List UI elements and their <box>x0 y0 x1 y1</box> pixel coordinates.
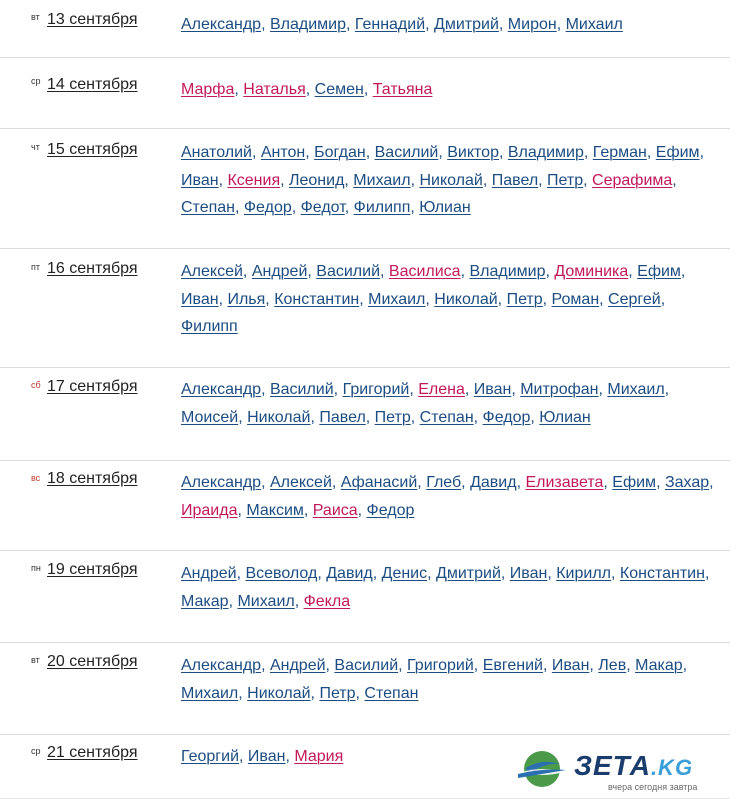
name-link[interactable]: Григорий <box>407 657 474 674</box>
name-separator: , <box>498 16 508 33</box>
name-separator: , <box>611 565 620 582</box>
name-link[interactable]: Владимир <box>507 144 584 161</box>
day-row <box>0 642 730 735</box>
name-list <box>181 139 714 222</box>
name-separator: , <box>589 657 599 674</box>
name-link[interactable]: Серафима <box>592 171 673 189</box>
name-link[interactable]: Михаил <box>565 16 623 33</box>
name-link[interactable]: Елизавета <box>525 474 604 491</box>
name-link[interactable]: Макар <box>181 592 229 610</box>
name-separator: , <box>345 16 355 33</box>
name-list <box>181 11 714 39</box>
day-of-week: вт <box>31 655 40 665</box>
name-link[interactable]: Георгий <box>181 748 239 765</box>
name-list <box>181 258 714 341</box>
name-link[interactable]: Василий <box>374 144 439 161</box>
day-row <box>0 367 730 461</box>
name-link[interactable]: Филипп <box>353 199 411 216</box>
name-separator: , <box>680 263 686 280</box>
name-separator: , <box>357 501 367 519</box>
name-link[interactable]: Антон <box>260 144 306 161</box>
name-link[interactable]: Степан <box>181 199 235 216</box>
day-of-week: вс <box>31 473 41 483</box>
name-link[interactable]: Константин <box>274 290 360 308</box>
name-link[interactable]: Иван <box>551 657 590 674</box>
name-separator: , <box>660 290 666 308</box>
name-link[interactable]: Петр <box>374 408 411 426</box>
name-link[interactable]: Ксения <box>227 171 281 189</box>
name-separator: , <box>656 474 665 491</box>
name-separator: , <box>280 171 289 189</box>
name-separator: , <box>425 16 435 33</box>
name-separator: , <box>307 263 317 280</box>
name-link[interactable]: Василий <box>316 263 380 280</box>
name-separator: , <box>239 748 248 765</box>
name-link[interactable]: Михаил <box>353 171 411 189</box>
date-link[interactable]: 19 сентября <box>47 561 138 578</box>
watermark-logo <box>516 746 730 794</box>
name-separator: , <box>237 501 247 519</box>
day-of-week: чт <box>31 142 40 152</box>
name-separator: , <box>672 171 677 189</box>
name-link[interactable]: Михаил <box>181 684 239 702</box>
name-link[interactable]: Алексей <box>269 474 332 491</box>
name-link[interactable]: Марфа <box>181 81 235 98</box>
name-link[interactable]: Василий <box>269 381 334 398</box>
day-row <box>0 550 730 643</box>
name-link[interactable]: Евгений <box>482 657 543 674</box>
name-separator: , <box>417 474 427 491</box>
name-link[interactable]: Кирилл <box>556 565 611 582</box>
name-separator: , <box>542 657 552 674</box>
name-separator: , <box>372 565 382 582</box>
day-of-week: вт <box>31 12 40 22</box>
name-link[interactable]: Александр <box>181 381 262 398</box>
name-link[interactable]: Михаил <box>237 592 295 610</box>
name-separator: , <box>333 381 343 398</box>
name-link[interactable]: Дмитрий <box>434 16 499 33</box>
name-link[interactable]: Григорий <box>342 381 410 398</box>
name-separator: , <box>542 290 552 308</box>
name-separator: , <box>261 381 270 398</box>
name-link[interactable]: Петр <box>506 290 543 308</box>
name-link[interactable]: Николай <box>247 684 311 702</box>
name-separator: , <box>425 290 435 308</box>
day-row <box>0 460 730 551</box>
name-link[interactable]: Анатолий <box>181 144 252 161</box>
name-link[interactable]: Мирон <box>507 16 557 33</box>
name-separator: , <box>664 381 670 398</box>
name-separator: , <box>310 684 320 702</box>
name-separator: , <box>410 199 420 216</box>
name-separator: , <box>344 199 354 216</box>
name-separator: , <box>317 565 327 582</box>
name-separator: , <box>291 199 301 216</box>
name-separator: , <box>344 171 354 189</box>
name-separator: , <box>261 474 270 491</box>
name-link[interactable]: Максим <box>246 501 304 519</box>
day-of-week: ср <box>31 76 41 86</box>
name-separator: , <box>511 381 521 398</box>
name-link[interactable]: Захар <box>664 474 710 491</box>
name-link[interactable]: Фекла <box>303 592 351 610</box>
globe-icon <box>516 748 568 790</box>
name-list <box>181 76 714 104</box>
name-link[interactable]: Степан <box>419 408 474 426</box>
name-separator: , <box>583 171 593 189</box>
name-link[interactable]: Елена <box>418 381 465 398</box>
date-link[interactable]: 15 сентября <box>47 141 138 158</box>
name-separator: , <box>461 474 471 491</box>
name-separator: , <box>409 381 419 398</box>
name-link[interactable]: Сергей <box>608 290 661 308</box>
name-separator: , <box>530 408 540 426</box>
name-separator: , <box>238 684 248 702</box>
day-of-week: ср <box>31 746 41 756</box>
name-separator: , <box>682 657 688 674</box>
name-separator: , <box>234 81 244 98</box>
watermark-title: ЗЕТА.KG <box>574 750 694 781</box>
day-row <box>0 0 730 58</box>
name-separator: , <box>699 144 705 161</box>
name-link[interactable]: Лев <box>598 657 627 674</box>
name-link[interactable]: Наталья <box>243 81 306 98</box>
name-separator: , <box>365 408 375 426</box>
name-separator: , <box>235 199 244 216</box>
name-separator: , <box>251 144 261 161</box>
name-link[interactable]: Доминика <box>554 263 629 280</box>
name-link[interactable]: Раиса <box>312 501 358 519</box>
name-link[interactable]: Александр <box>181 657 262 674</box>
name-separator: , <box>547 565 557 582</box>
name-list <box>181 652 714 707</box>
name-link[interactable]: Николай <box>434 290 498 308</box>
name-separator: , <box>599 290 609 308</box>
day-of-week: сб <box>31 380 41 390</box>
name-link[interactable]: Ираида <box>181 501 238 519</box>
name-link[interactable]: Моисей <box>181 408 239 426</box>
name-link[interactable]: Юлиан <box>539 408 591 426</box>
name-separator: , <box>261 16 270 33</box>
name-link[interactable]: Глеб <box>426 474 462 491</box>
name-separator: , <box>218 171 228 189</box>
name-link[interactable]: Владимир <box>469 263 546 280</box>
name-link[interactable]: Федор <box>243 199 292 216</box>
name-separator: , <box>410 408 420 426</box>
name-link[interactable]: Владимир <box>269 16 346 33</box>
name-link[interactable]: Андрей <box>181 565 237 582</box>
name-separator: , <box>545 263 555 280</box>
name-link[interactable]: Дмитрий <box>436 565 501 582</box>
name-separator: , <box>626 657 636 674</box>
name-link[interactable]: Михаил <box>368 290 426 308</box>
name-link[interactable]: Михаил <box>607 381 665 398</box>
name-link[interactable]: Федор <box>366 501 415 519</box>
date-link[interactable]: 17 сентября <box>47 378 138 395</box>
name-link[interactable]: Андрей <box>251 263 308 280</box>
name-separator: , <box>498 144 508 161</box>
name-link[interactable]: Ефим <box>655 144 700 161</box>
name-link[interactable]: Давид <box>470 474 517 491</box>
name-separator: , <box>603 474 613 491</box>
name-list <box>181 469 714 524</box>
name-separator: , <box>218 290 228 308</box>
name-link[interactable]: Татьяна <box>372 81 433 98</box>
name-link[interactable]: Василий <box>334 657 399 674</box>
name-separator: , <box>285 748 295 765</box>
name-link[interactable]: Давид <box>326 565 373 582</box>
date-link[interactable]: 18 сентября <box>47 470 138 487</box>
name-separator: , <box>355 684 365 702</box>
name-link[interactable]: Иван <box>509 565 548 582</box>
name-separator: , <box>305 144 315 161</box>
name-link[interactable]: Александр <box>181 474 262 491</box>
name-link[interactable]: Федор <box>482 408 531 426</box>
name-list <box>181 560 714 615</box>
name-link[interactable]: Степан <box>364 684 419 702</box>
name-separator: , <box>709 474 714 491</box>
date-link[interactable]: 13 сентября <box>47 11 138 28</box>
name-link[interactable]: Леонид <box>289 171 345 189</box>
name-separator: , <box>294 592 304 610</box>
name-separator: , <box>500 565 510 582</box>
name-link[interactable]: Константин <box>619 565 705 582</box>
name-link[interactable]: Иван <box>247 748 286 765</box>
name-link[interactable]: Геннадий <box>354 16 426 33</box>
name-link[interactable]: Ефим <box>637 263 681 280</box>
name-separator: , <box>482 171 492 189</box>
name-separator: , <box>497 290 507 308</box>
name-link[interactable]: Иван <box>181 290 219 308</box>
name-separator: , <box>704 565 710 582</box>
name-separator: , <box>598 381 608 398</box>
watermark-domain: .KG <box>650 755 694 780</box>
name-link[interactable]: Иван <box>181 171 219 189</box>
watermark-tagline: вчера сегодня завтра <box>608 782 698 792</box>
name-separator: , <box>325 657 335 674</box>
name-separator: , <box>427 565 437 582</box>
name-separator: , <box>473 657 483 674</box>
day-row <box>0 128 730 249</box>
name-link[interactable]: Федот <box>300 199 345 216</box>
name-link[interactable]: Афанасий <box>340 474 418 491</box>
name-separator: , <box>238 408 248 426</box>
name-link[interactable]: Мария <box>294 748 344 765</box>
name-link[interactable]: Семен <box>314 81 364 98</box>
name-link[interactable]: Всеволод <box>245 565 318 582</box>
name-separator: , <box>363 81 373 98</box>
date-link[interactable]: 14 сентября <box>47 76 138 93</box>
name-separator: , <box>538 171 548 189</box>
name-separator: , <box>261 657 270 674</box>
name-link[interactable]: Филипп <box>181 318 238 335</box>
name-separator: , <box>438 144 448 161</box>
name-link[interactable]: Павел <box>491 171 539 189</box>
name-separator: , <box>359 290 369 308</box>
name-link[interactable]: Андрей <box>269 657 326 674</box>
name-link[interactable]: Илья <box>227 290 266 308</box>
name-link[interactable]: Виктор <box>447 144 499 161</box>
name-link[interactable]: Ефим <box>612 474 657 491</box>
name-separator: , <box>516 474 526 491</box>
date-link[interactable]: 20 сентября <box>47 653 138 670</box>
name-separator: , <box>380 263 389 280</box>
name-separator: , <box>242 263 252 280</box>
name-separator: , <box>410 171 420 189</box>
name-separator: , <box>236 565 246 582</box>
name-separator: , <box>265 290 275 308</box>
name-link[interactable]: Макар <box>635 657 683 674</box>
name-link[interactable]: Алексей <box>181 263 243 280</box>
name-separator: , <box>556 16 566 33</box>
name-link[interactable]: Юлиан <box>419 199 471 216</box>
name-link[interactable]: Роман <box>551 290 600 308</box>
date-link[interactable]: 16 сентября <box>47 260 138 277</box>
day-of-week: пн <box>31 563 41 573</box>
name-separator: , <box>628 263 638 280</box>
name-separator: , <box>305 81 315 98</box>
day-row <box>0 57 730 129</box>
name-link[interactable]: Герман <box>592 144 647 161</box>
name-link[interactable]: Денис <box>381 565 428 582</box>
name-link[interactable]: Николай <box>419 171 483 189</box>
name-separator: , <box>460 263 470 280</box>
name-link[interactable]: Николай <box>247 408 311 426</box>
name-list <box>181 376 714 431</box>
name-link[interactable]: Иван <box>473 381 512 398</box>
name-link[interactable]: Василиса <box>388 263 461 280</box>
name-separator: , <box>365 144 375 161</box>
name-separator: , <box>646 144 656 161</box>
name-link[interactable]: Петр <box>547 171 584 189</box>
name-link[interactable]: Митрофан <box>520 381 599 398</box>
name-link[interactable]: Александр <box>181 16 262 33</box>
day-of-week: пт <box>31 262 40 272</box>
date-link[interactable]: 21 сентября <box>47 744 138 761</box>
name-separator: , <box>473 408 483 426</box>
name-separator: , <box>331 474 341 491</box>
name-link[interactable]: Богдан <box>314 144 366 161</box>
name-separator: , <box>310 408 320 426</box>
name-link[interactable]: Петр <box>319 684 356 702</box>
name-separator: , <box>303 501 313 519</box>
name-separator: , <box>583 144 593 161</box>
name-separator: , <box>398 657 408 674</box>
name-separator: , <box>464 381 474 398</box>
name-separator: , <box>228 592 238 610</box>
day-row <box>0 248 730 368</box>
name-link[interactable]: Павел <box>319 408 366 426</box>
